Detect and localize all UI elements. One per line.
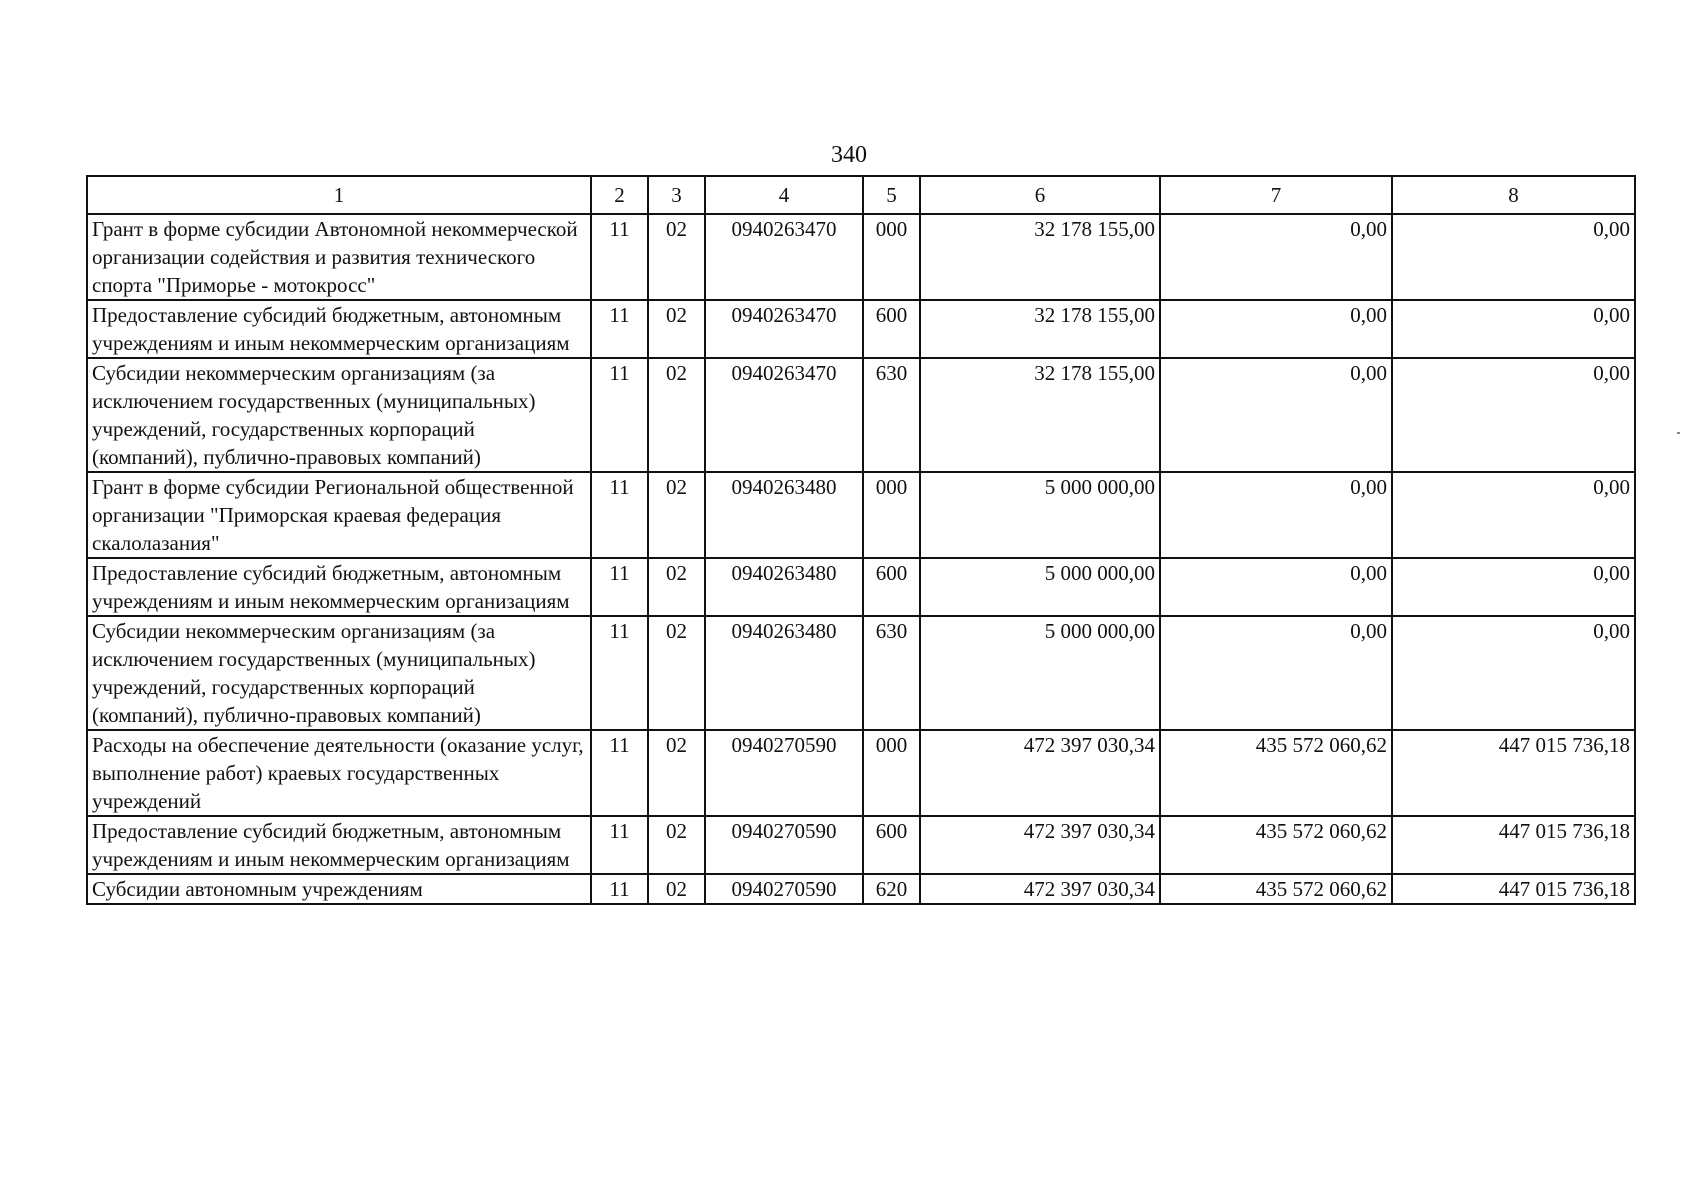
section-code: 11 <box>591 730 648 816</box>
subsection-code: 02 <box>648 214 705 300</box>
target-article-code: 0940263480 <box>705 558 863 616</box>
amount-col-6: 5 000 000,00 <box>920 472 1160 558</box>
table-row <box>87 472 1635 558</box>
table-row <box>87 730 1635 816</box>
subsection-code: 02 <box>648 358 705 472</box>
column-header: 6 <box>920 176 1160 214</box>
target-article-code: 0940263470 <box>705 300 863 358</box>
amount-col-8: 0,00 <box>1392 358 1635 472</box>
row-description: Предоставление субсидий бюджетным, автономным учреждениям и иным некоммерческим организациям <box>87 558 591 616</box>
expense-type-code: 630 <box>863 616 920 730</box>
amount-col-8: 447 015 736,18 <box>1392 874 1635 904</box>
amount-col-7: 0,00 <box>1160 358 1392 472</box>
row-description: Предоставление субсидий бюджетным, автономным учреждениям и иным некоммерческим организациям <box>87 816 591 874</box>
amount-col-7: 435 572 060,62 <box>1160 730 1392 816</box>
table-row <box>87 358 1635 472</box>
row-description: Грант в форме субсидии Автономной некоммерческой организации содействия и развития технического спорта "Приморье - мотокросс" <box>87 214 591 300</box>
subsection-code: 02 <box>648 874 705 904</box>
expense-type-code: 630 <box>863 358 920 472</box>
column-header: 8 <box>1392 176 1635 214</box>
amount-col-8: 0,00 <box>1392 558 1635 616</box>
section-code: 11 <box>591 558 648 616</box>
amount-col-8: 0,00 <box>1392 300 1635 358</box>
expense-type-code: 000 <box>863 730 920 816</box>
section-code: 11 <box>591 358 648 472</box>
column-header: 5 <box>863 176 920 214</box>
section-code: 11 <box>591 616 648 730</box>
scan-speck <box>1677 432 1680 434</box>
amount-col-6: 32 178 155,00 <box>920 214 1160 300</box>
subsection-code: 02 <box>648 558 705 616</box>
row-description: Субсидии некоммерческим организациям (за исключением государственных (муниципальных) учреждений, государственных корпораций (компаний), публично-правовых компаний) <box>87 358 591 472</box>
expense-type-code: 600 <box>863 300 920 358</box>
amount-col-8: 0,00 <box>1392 472 1635 558</box>
column-header: 1 <box>87 176 591 214</box>
column-header: 2 <box>591 176 648 214</box>
table-row <box>87 214 1635 300</box>
table-row <box>87 616 1635 730</box>
subsection-code: 02 <box>648 730 705 816</box>
amount-col-8: 0,00 <box>1392 616 1635 730</box>
amount-col-7: 435 572 060,62 <box>1160 874 1392 904</box>
row-description: Грант в форме субсидии Региональной общественной организации "Приморская краевая федерация скалолазания" <box>87 472 591 558</box>
subsection-code: 02 <box>648 472 705 558</box>
amount-col-7: 0,00 <box>1160 300 1392 358</box>
page-number: 340 <box>831 142 867 168</box>
target-article-code: 0940263470 <box>705 214 863 300</box>
amount-col-6: 32 178 155,00 <box>920 358 1160 472</box>
column-header: 7 <box>1160 176 1392 214</box>
target-article-code: 0940270590 <box>705 730 863 816</box>
column-header: 4 <box>705 176 863 214</box>
table-row <box>87 874 1635 904</box>
table-header-row <box>87 176 1635 214</box>
expense-type-code: 620 <box>863 874 920 904</box>
column-header: 3 <box>648 176 705 214</box>
amount-col-7: 0,00 <box>1160 214 1392 300</box>
budget-table <box>86 175 1636 905</box>
section-code: 11 <box>591 300 648 358</box>
expense-type-code: 000 <box>863 214 920 300</box>
section-code: 11 <box>591 874 648 904</box>
target-article-code: 0940263480 <box>705 472 863 558</box>
table-row <box>87 300 1635 358</box>
amount-col-8: 0,00 <box>1392 214 1635 300</box>
amount-col-8: 447 015 736,18 <box>1392 816 1635 874</box>
row-description: Предоставление субсидий бюджетным, автономным учреждениям и иным некоммерческим организациям <box>87 300 591 358</box>
amount-col-7: 0,00 <box>1160 472 1392 558</box>
amount-col-6: 5 000 000,00 <box>920 616 1160 730</box>
amount-col-6: 472 397 030,34 <box>920 816 1160 874</box>
row-description: Субсидии автономным учреждениям <box>87 874 591 904</box>
subsection-code: 02 <box>648 300 705 358</box>
row-description: Субсидии некоммерческим организациям (за исключением государственных (муниципальных) учреждений, государственных корпораций (компаний), публично-правовых компаний) <box>87 616 591 730</box>
amount-col-7: 435 572 060,62 <box>1160 816 1392 874</box>
expense-type-code: 000 <box>863 472 920 558</box>
expense-type-code: 600 <box>863 558 920 616</box>
section-code: 11 <box>591 214 648 300</box>
expense-type-code: 600 <box>863 816 920 874</box>
amount-col-7: 0,00 <box>1160 558 1392 616</box>
section-code: 11 <box>591 472 648 558</box>
target-article-code: 0940270590 <box>705 874 863 904</box>
amount-col-8: 447 015 736,18 <box>1392 730 1635 816</box>
amount-col-6: 472 397 030,34 <box>920 730 1160 816</box>
section-code: 11 <box>591 816 648 874</box>
table-row <box>87 816 1635 874</box>
target-article-code: 0940263470 <box>705 358 863 472</box>
subsection-code: 02 <box>648 816 705 874</box>
amount-col-6: 5 000 000,00 <box>920 558 1160 616</box>
row-description: Расходы на обеспечение деятельности (оказание услуг, выполнение работ) краевых государственных учреждений <box>87 730 591 816</box>
amount-col-6: 32 178 155,00 <box>920 300 1160 358</box>
subsection-code: 02 <box>648 616 705 730</box>
amount-col-7: 0,00 <box>1160 616 1392 730</box>
amount-col-6: 472 397 030,34 <box>920 874 1160 904</box>
table-row <box>87 558 1635 616</box>
target-article-code: 0940270590 <box>705 816 863 874</box>
target-article-code: 0940263480 <box>705 616 863 730</box>
